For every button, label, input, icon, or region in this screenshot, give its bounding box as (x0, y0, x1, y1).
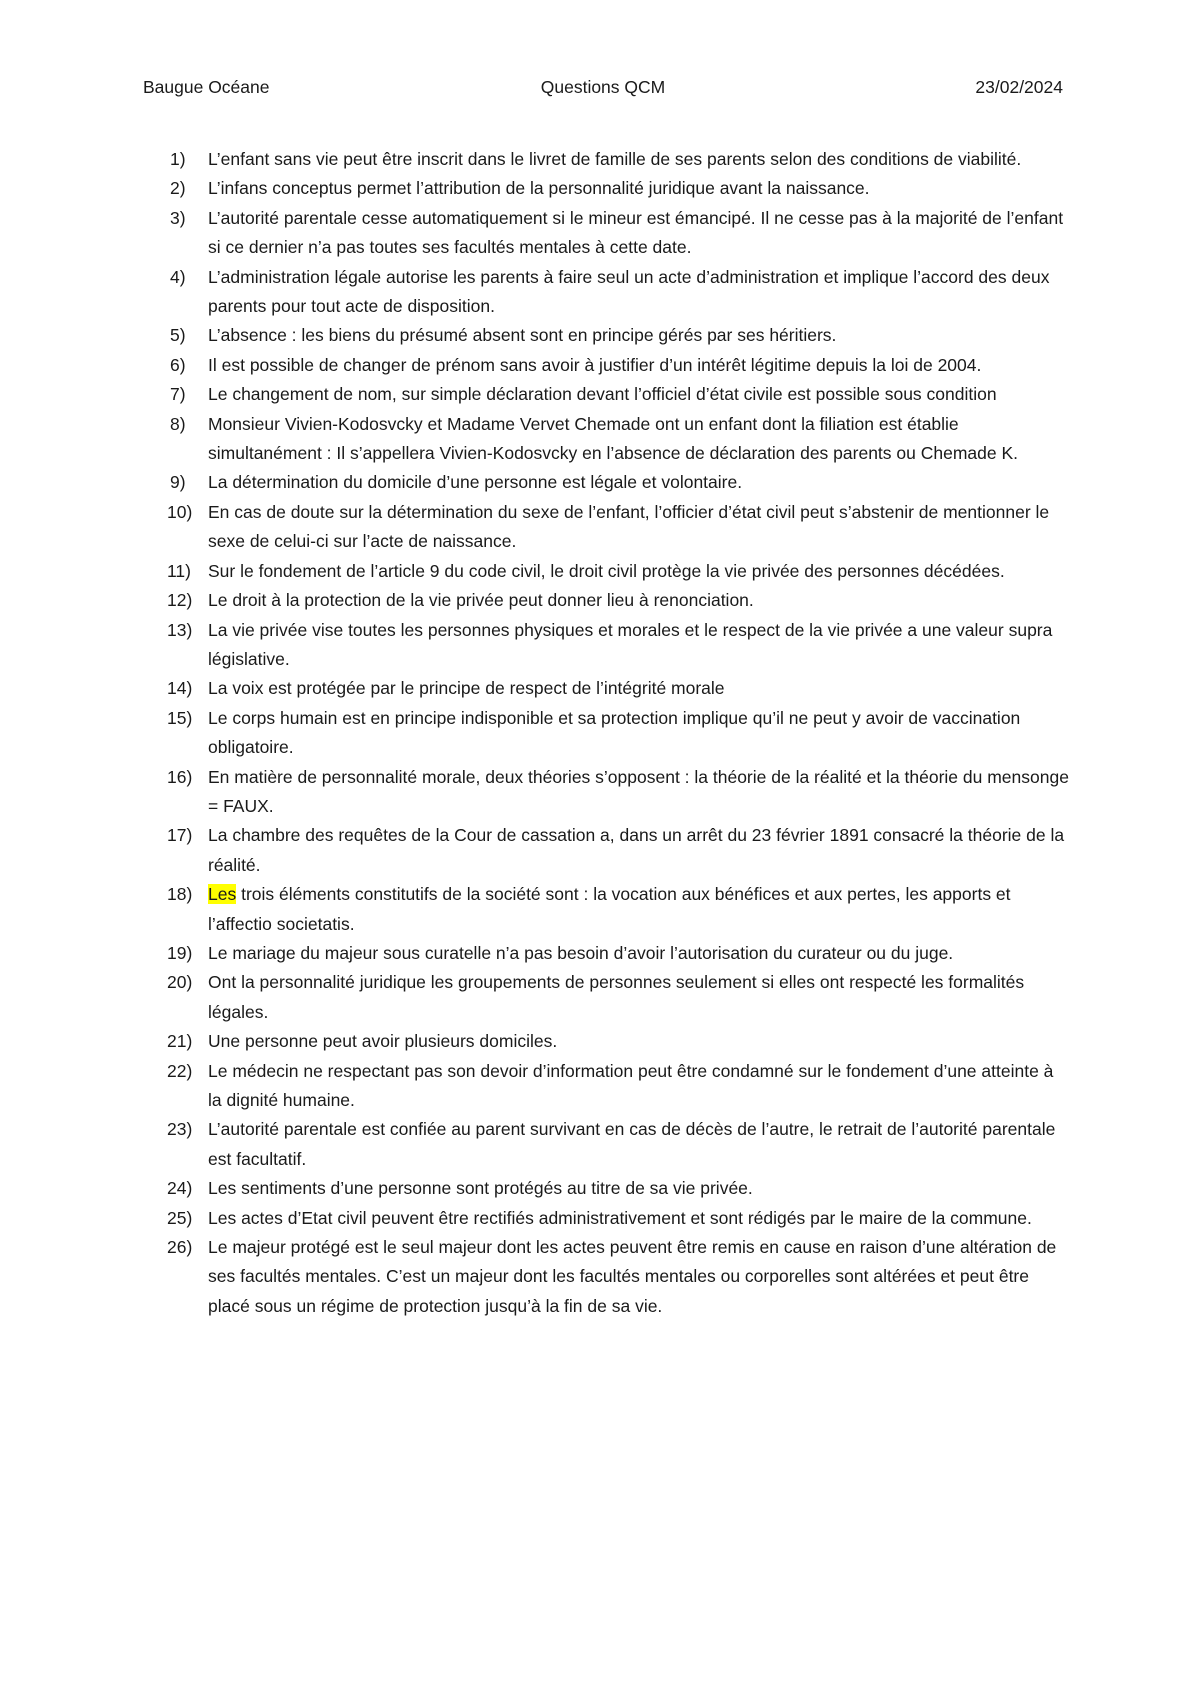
question-text (208, 1061, 1053, 1110)
question-item (167, 968, 1070, 1027)
question-number: 18) (167, 884, 193, 905)
question-text (208, 943, 953, 963)
question-text (208, 502, 1049, 551)
question-text (208, 620, 1052, 669)
question-text (208, 355, 981, 375)
question-text (208, 1237, 1056, 1316)
question-text (208, 149, 1021, 169)
question-number: 8) (170, 413, 186, 434)
question-text-content: L’autorité parentale cesse automatiquement si le mineur est émancipé. Il ne cesse pas à la majorité de l’enfant si ce dernier n’a pas toutes ses facultés mentales à cette date. (208, 207, 1064, 258)
question-text (208, 414, 1018, 463)
question-number: 3) (170, 207, 186, 228)
question-text-content: Une personne peut avoir plusieurs domiciles. (208, 1031, 558, 1052)
question-item (167, 880, 1070, 939)
question-text-content: Les actes d’Etat civil peuvent être rectifiés administrativement et sont rédigés par le maire de la commune. (208, 1207, 1032, 1228)
question-number: 1) (170, 149, 186, 169)
question-text-content: L’enfant sans vie peut être inscrit dans le livret de famille de ses parents selon des conditions de viabilité. (208, 149, 1022, 169)
question-text-content: L’absence : les biens du présumé absent sont en principe gérés par ses héritiers. (208, 325, 837, 346)
question-text (208, 590, 754, 610)
highlighted-word: Les (208, 884, 237, 905)
question-text (208, 384, 997, 404)
question-number: 25) (167, 1207, 193, 1228)
question-text-content: Sur le fondement de l’article 9 du code civil, le droit civil protège la vie privée des personnes décédées. (208, 560, 1005, 581)
question-number: 23) (167, 1119, 193, 1140)
question-item (170, 351, 1070, 380)
header-title: Questions QCM (540, 77, 666, 97)
question-list (167, 145, 1070, 1321)
question-text (208, 472, 742, 492)
question-text (208, 708, 1020, 757)
question-text (208, 767, 1069, 816)
question-text (208, 208, 1063, 257)
header-author: Baugue Océane (143, 77, 270, 97)
question-item (170, 468, 1070, 497)
question-item (167, 674, 1070, 703)
question-item (167, 1115, 1070, 1174)
question-text (208, 825, 1064, 874)
question-number: 5) (170, 325, 186, 346)
question-text (208, 1119, 1055, 1168)
question-number: 17) (167, 825, 193, 846)
question-item (167, 939, 1070, 968)
question-text (208, 1031, 557, 1051)
question-number: 24) (167, 1178, 193, 1199)
question-text-content: Le mariage du majeur sous curatelle n’a pas besoin d’avoir l’autorisation du curateur ou du juge. (208, 942, 954, 963)
question-item (167, 498, 1070, 557)
question-number: 11) (167, 560, 191, 581)
question-item (170, 204, 1070, 263)
question-number: 4) (170, 266, 186, 287)
question-text-content: Le médecin ne respectant pas son devoir d’information peut être condamné sur le fondement d’une atteinte à la dignité humaine. (208, 1060, 1054, 1110)
question-item (170, 321, 1070, 350)
question-number: 21) (167, 1031, 193, 1052)
question-item (167, 1233, 1070, 1321)
question-text-content: L’administration légale autorise les parents à faire seul un acte d’administration et implique l’accord des deux parents pour tout acte de disposition. (208, 266, 1050, 317)
question-item (167, 1204, 1070, 1233)
question-item (170, 380, 1070, 409)
question-text (208, 1208, 1032, 1228)
question-number: 2) (170, 178, 186, 199)
question-number: 20) (167, 972, 193, 993)
question-item (170, 410, 1070, 469)
question-text-content: Il est possible de changer de prénom sans avoir à justifier d’un intérêt légitime depuis la loi de 2004. (208, 354, 982, 375)
question-text-content: L’autorité parentale est confiée au parent survivant en cas de décès de l’autre, le retrait de l’autorité parentale est facultatif. (208, 1119, 1056, 1169)
question-number: 22) (167, 1060, 193, 1081)
question-text (208, 972, 1024, 1021)
question-item (167, 763, 1070, 822)
question-text-content: La chambre des requêtes de la Cour de cassation a, dans un arrêt du 23 février 1891 consacré la théorie de la réalité. (208, 825, 1065, 875)
question-item (167, 1027, 1070, 1056)
question-item (167, 586, 1070, 615)
question-text-content: En cas de doute sur la détermination du sexe de l’enfant, l’officier d’état civil peut s’abstenir de mentionner le sexe de celui-ci sur l’acte de naissance. (208, 501, 1050, 552)
question-text (208, 884, 1011, 933)
header-date: 23/02/2024 (975, 77, 1063, 97)
question-text-content: Le changement de nom, sur simple déclaration devant l’officiel d’état civile est possible sous condition (208, 384, 997, 405)
question-text-content: Les sentiments d’une personne sont protégés au titre de sa vie privée. (208, 1178, 753, 1199)
question-text-content: Le majeur protégé est le seul majeur dont les actes peuvent être remis en cause en raison d’une altération de ses facultés mentales. C’est un majeur dont les facultés mentales ou corporelles sont altérées et peut être placé sous un régime de protection jusqu’à la fin de sa vie. (208, 1237, 1057, 1316)
question-text-content: Le corps humain est en principe indisponible et sa protection implique qu’il ne peut y avoir de vaccination obligatoire. (208, 707, 1021, 758)
question-text (208, 325, 836, 345)
question-item (167, 557, 1070, 586)
question-number: 6) (170, 354, 186, 375)
question-text (208, 267, 1049, 316)
question-number: 16) (167, 766, 193, 787)
question-text-content: trois éléments constitutifs de la société sont : la vocation aux bénéfices et aux pertes, les apports et l’affectio societatis. (208, 884, 1011, 934)
question-text (208, 178, 870, 198)
question-text-content: En matière de personnalité morale, deux théories s’opposent : la théorie de la réalité et la théorie du mensonge = FAUX. (208, 766, 1069, 816)
question-number: 26) (167, 1237, 193, 1258)
question-text-content: Monsieur Vivien-Kodosvcky et Madame Vervet Chemade ont un enfant dont la filiation est établie simultanément : Il s’appellera Vivien-Kodosvcky en l’absence de déclaration des parents ou Chemade K. (208, 413, 1018, 464)
question-number: 19) (167, 942, 193, 963)
question-text (208, 1178, 753, 1198)
question-number: 14) (167, 678, 193, 699)
question-text (208, 561, 1005, 581)
question-text-content: Ont la personnalité juridique les groupements de personnes seulement si elles ont respecté les formalités légales. (208, 972, 1025, 1022)
question-text-content: L’infans conceptus permet l’attribution de la personnalité juridique avant la naissance. (208, 178, 870, 199)
question-text-content: Le droit à la protection de la vie privée peut donner lieu à renonciation. (208, 590, 754, 611)
question-number: 12) (167, 590, 193, 611)
question-text-content: La voix est protégée par le principe de respect de l’intégrité morale (208, 678, 725, 699)
question-item (167, 1057, 1070, 1116)
question-item (170, 145, 1070, 174)
question-number: 9) (170, 472, 186, 493)
question-item (170, 263, 1070, 322)
question-text (208, 678, 725, 698)
question-number: 7) (170, 384, 186, 405)
question-item (167, 1174, 1070, 1203)
question-text-content: La vie privée vise toutes les personnes physiques et morales et le respect de la vie privée a une valeur supra législative. (208, 619, 1053, 669)
question-text-content: La détermination du domicile d’une personne est légale et volontaire. (208, 472, 743, 493)
question-item (167, 821, 1070, 880)
question-number: 13) (167, 619, 193, 640)
question-number: 15) (167, 707, 193, 728)
question-number: 10) (167, 501, 193, 522)
question-item (167, 616, 1070, 675)
question-item (170, 174, 1070, 203)
question-item (167, 704, 1070, 763)
page-header (143, 74, 1063, 100)
